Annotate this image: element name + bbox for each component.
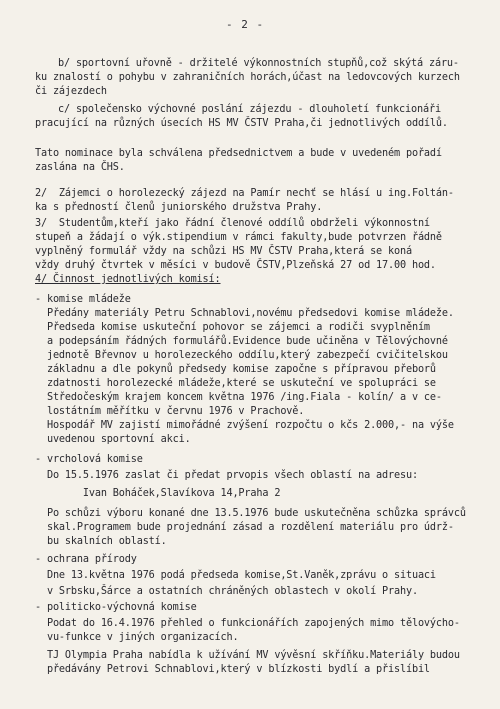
text-line: - politicko-výchovná komise [35, 602, 197, 613]
text-line: b/ sportovní uřovně - držitelé výkonnostních stupňů,což skýtá záru- [58, 58, 459, 69]
text-line: Hospodář MV zajistí mimořádné zvýšení rozpočtu o kčs 2.000,- na výše [35, 420, 454, 431]
text-line: vždy druhý čtvrtek v měsíci v budově ČSTV,Plzeňská 27 od 17.00 hod. [35, 260, 436, 271]
text-line: ka s předností členů juniorského družstva Prahy. [35, 202, 323, 213]
text-line: 3/ Studentům,kteří jako řádní členové oddílů obdrželi výkonnostní [35, 218, 430, 229]
text-line: Předseda komise uskuteční pohovor se zájemci a rodiči svyplněním [35, 322, 430, 333]
text-line: skal.Programem bude projednání zásad a rozdělení materiálu pro údrž- [35, 522, 454, 533]
text-line: - ochrana přírody [35, 554, 137, 565]
text-line: c/ společensko výchovné poslání zájezdu - dlouholetí funkcionáři [58, 104, 441, 115]
text-line: Předány materiály Petru Schnablovi,novému předsedovi komise mládeže. [35, 308, 454, 319]
address-line: Ivan Boháček,Slavíkova 14,Praha 2 [35, 488, 281, 499]
section-heading: 4/ Činnost jednotlivých komisí: [35, 274, 221, 285]
text-line: TJ Olympia Praha nabídla k užívání MV vývěsní skříňku.Materiály budou [35, 650, 460, 661]
text-line: lostátním měřítku v červnu 1976 v Prachově. [35, 406, 305, 417]
text-line: - komise mládeže [35, 294, 131, 305]
text-line: či zájezdech [35, 86, 107, 97]
text-line: - vrcholová komise [35, 454, 143, 465]
text-line: zaslána na ČHS. [35, 162, 125, 173]
text-line: Dne 13.května 1976 podá předseda komise,St.Vaněk,zprávu o situaci [35, 570, 436, 581]
text-line: v Srbsku,Šárce a ostatních chráněných oblastech v okolí Prahy. [35, 586, 418, 597]
text-line: stupeň a žádají o výk.stipendium v rámci fakulty,bude potvrzen řádně [35, 232, 442, 243]
text-line: bu skalních oblastí. [35, 536, 167, 547]
text-line: zdatnosti horolezecké mládeže,které se uskuteční ve spolupráci se [35, 378, 436, 389]
text-line: Po schůzi výboru konané dne 13.5.1976 bude uskutečněna schůzka správců [35, 508, 466, 519]
text-line: Středočeským krajem koncem května 1976 /ing.Fiala - kolín/ a v ce- [35, 392, 442, 403]
text-line: ku znalostí o pohybu v zahraničních horách,účast na ledovcových kurzech [35, 72, 460, 83]
text-line: Tato nominace byla schválena předsednictvem a bude v uvedeném pořadí [35, 148, 442, 159]
text-line: pracující na různých úsecích HS MV ČSTV Praha,či jednotlivých oddílů. [35, 118, 448, 129]
text-line: jednotě Břevnov u horolezeckého oddílu,který zabezpečí cvičitelskou [35, 350, 448, 361]
page-number: - 2 - [226, 18, 265, 31]
text-line: základnu a dle pokynů předsedy komise započne s přípravou přeborů [35, 364, 436, 375]
text-line: předávány Petrovi Schnablovi,který v blízkosti bydlí a přislíbil [35, 664, 430, 675]
text-line: Do 15.5.1976 zaslat či předat prvopis všech oblastí na adresu: [35, 470, 418, 481]
text-line: uvedenou sportovní akci. [35, 434, 191, 445]
text-line: a podepsáním řádných formulářů.Evidence bude učiněna v Tělovýchovné [35, 336, 448, 347]
text-line: Podat do 16.4.1976 přehled o funkcionářích zapojených mimo tělovýcho- [35, 618, 460, 629]
text-line: 2/ Zájemci o horolezecký zájezd na Pamír nechť se hlásí u ing.Foltán- [35, 188, 454, 199]
text-line: vyplněný formulář vždy na schůzi HS MV ČSTV Praha,která se koná [35, 246, 412, 257]
text-line: vu-funkce v jiných organizacích. [35, 632, 239, 643]
